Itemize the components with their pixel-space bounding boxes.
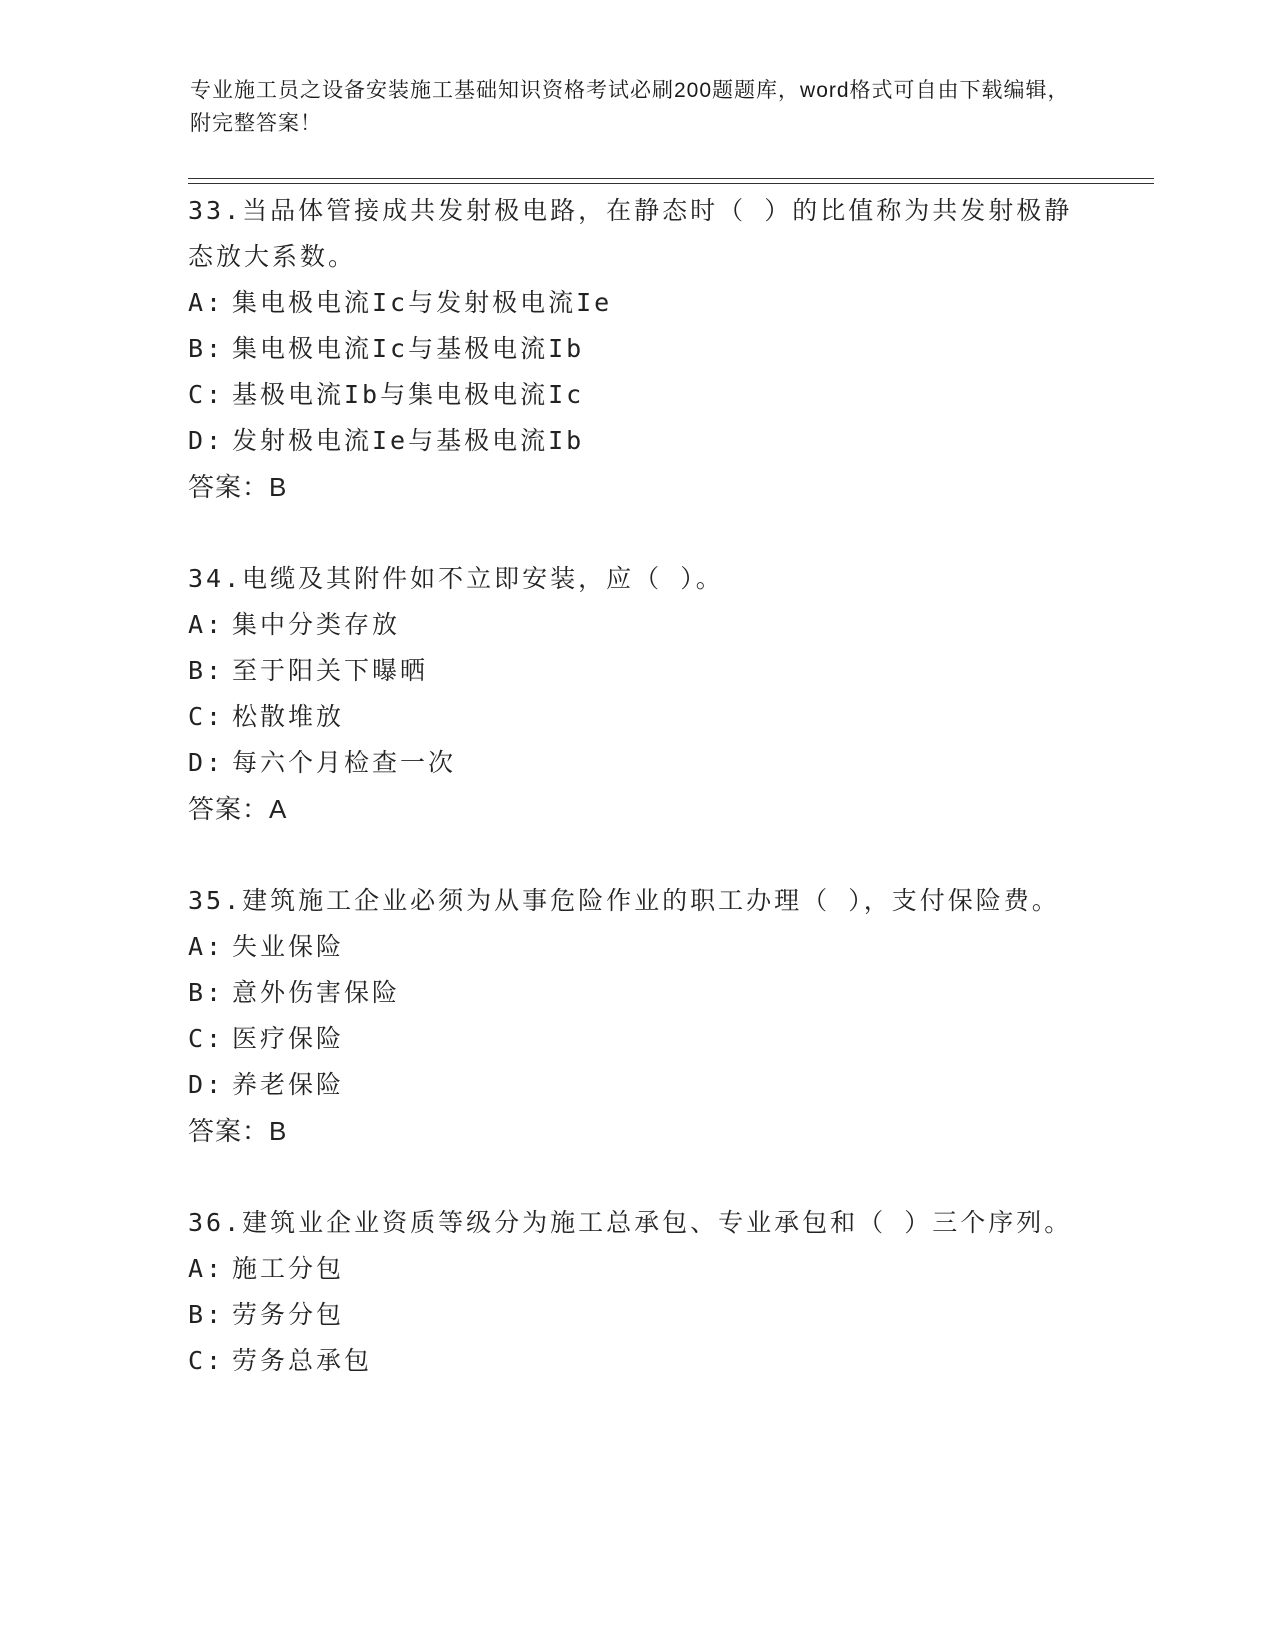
option-b [188, 648, 1088, 694]
option-c [188, 694, 1088, 740]
option-letter: C: [188, 380, 225, 409]
answer-line: 答案：B [188, 1116, 288, 1146]
option-c [188, 1016, 1088, 1062]
option-letter: B: [188, 334, 225, 363]
option-c [188, 372, 1088, 418]
question-36 [188, 1200, 1088, 1384]
option-text: 发射极电流Ie与基极电流Ib [232, 426, 585, 455]
option-letter: B: [188, 978, 225, 1007]
option-text: 劳务总承包 [232, 1346, 373, 1375]
question-34 [188, 556, 1088, 832]
answer-line: 答案：A [188, 794, 288, 824]
answer-line: 答案：B [188, 472, 288, 502]
option-letter: C: [188, 702, 225, 731]
option-letter: A: [188, 288, 225, 317]
option-letter: A: [188, 932, 225, 961]
option-text: 至于阳关下曝晒 [232, 656, 429, 685]
option-letter: C: [188, 1346, 225, 1375]
option-text: 医疗保险 [232, 1024, 345, 1053]
option-text: 集中分类存放 [232, 610, 401, 639]
document-header: 专业施工员之设备安装施工基础知识资格考试必刷200题题库，word格式可自由下载编辑，附完整答案！ [190, 79, 1070, 135]
option-letter: C: [188, 1024, 225, 1053]
option-b [188, 970, 1088, 1016]
option-letter: B: [188, 1300, 225, 1329]
question-text: 35.建筑施工企业必须为从事危险作业的职工办理（ ），支付保险费。 [188, 886, 1060, 915]
option-d [188, 740, 1088, 786]
question-text: 36.建筑业企业资质等级分为施工总承包、专业承包和（ ）三个序列。 [188, 1208, 1073, 1237]
option-text: 每六个月检查一次 [232, 748, 457, 777]
option-d [188, 1062, 1088, 1108]
option-a [188, 1246, 1088, 1292]
header-divider-bottom [188, 183, 1154, 184]
option-text: 松散堆放 [232, 702, 345, 731]
question-text: 33.当品体管接成共发射极电路，在静态时（ ）的比值称为共发射极静态放大系数。 [188, 196, 1073, 271]
option-text: 养老保险 [232, 1070, 345, 1099]
option-b [188, 326, 1088, 372]
option-letter: D: [188, 1070, 225, 1099]
option-a [188, 924, 1088, 970]
question-text: 34.电缆及其附件如不立即安装，应（ ）。 [188, 564, 724, 593]
header-divider-top [188, 178, 1154, 179]
question-35 [188, 878, 1088, 1154]
option-a [188, 280, 1088, 326]
option-letter: B: [188, 656, 225, 685]
option-text: 劳务分包 [232, 1300, 345, 1329]
option-text: 施工分包 [232, 1254, 345, 1283]
option-d [188, 418, 1088, 464]
option-letter: A: [188, 1254, 225, 1283]
question-list [188, 188, 1088, 1384]
question-33 [188, 188, 1088, 510]
option-text: 意外伤害保险 [232, 978, 401, 1007]
option-letter: A: [188, 610, 225, 639]
option-text: 失业保险 [232, 932, 345, 961]
option-letter: D: [188, 748, 225, 777]
option-text: 集电极电流Ic与发射极电流Ie [232, 288, 613, 317]
option-a [188, 602, 1088, 648]
option-text: 集电极电流Ic与基极电流Ib [232, 334, 585, 363]
option-letter: D: [188, 426, 225, 455]
option-b [188, 1292, 1088, 1338]
option-c [188, 1338, 1088, 1384]
option-text: 基极电流Ib与集电极电流Ic [232, 380, 585, 409]
